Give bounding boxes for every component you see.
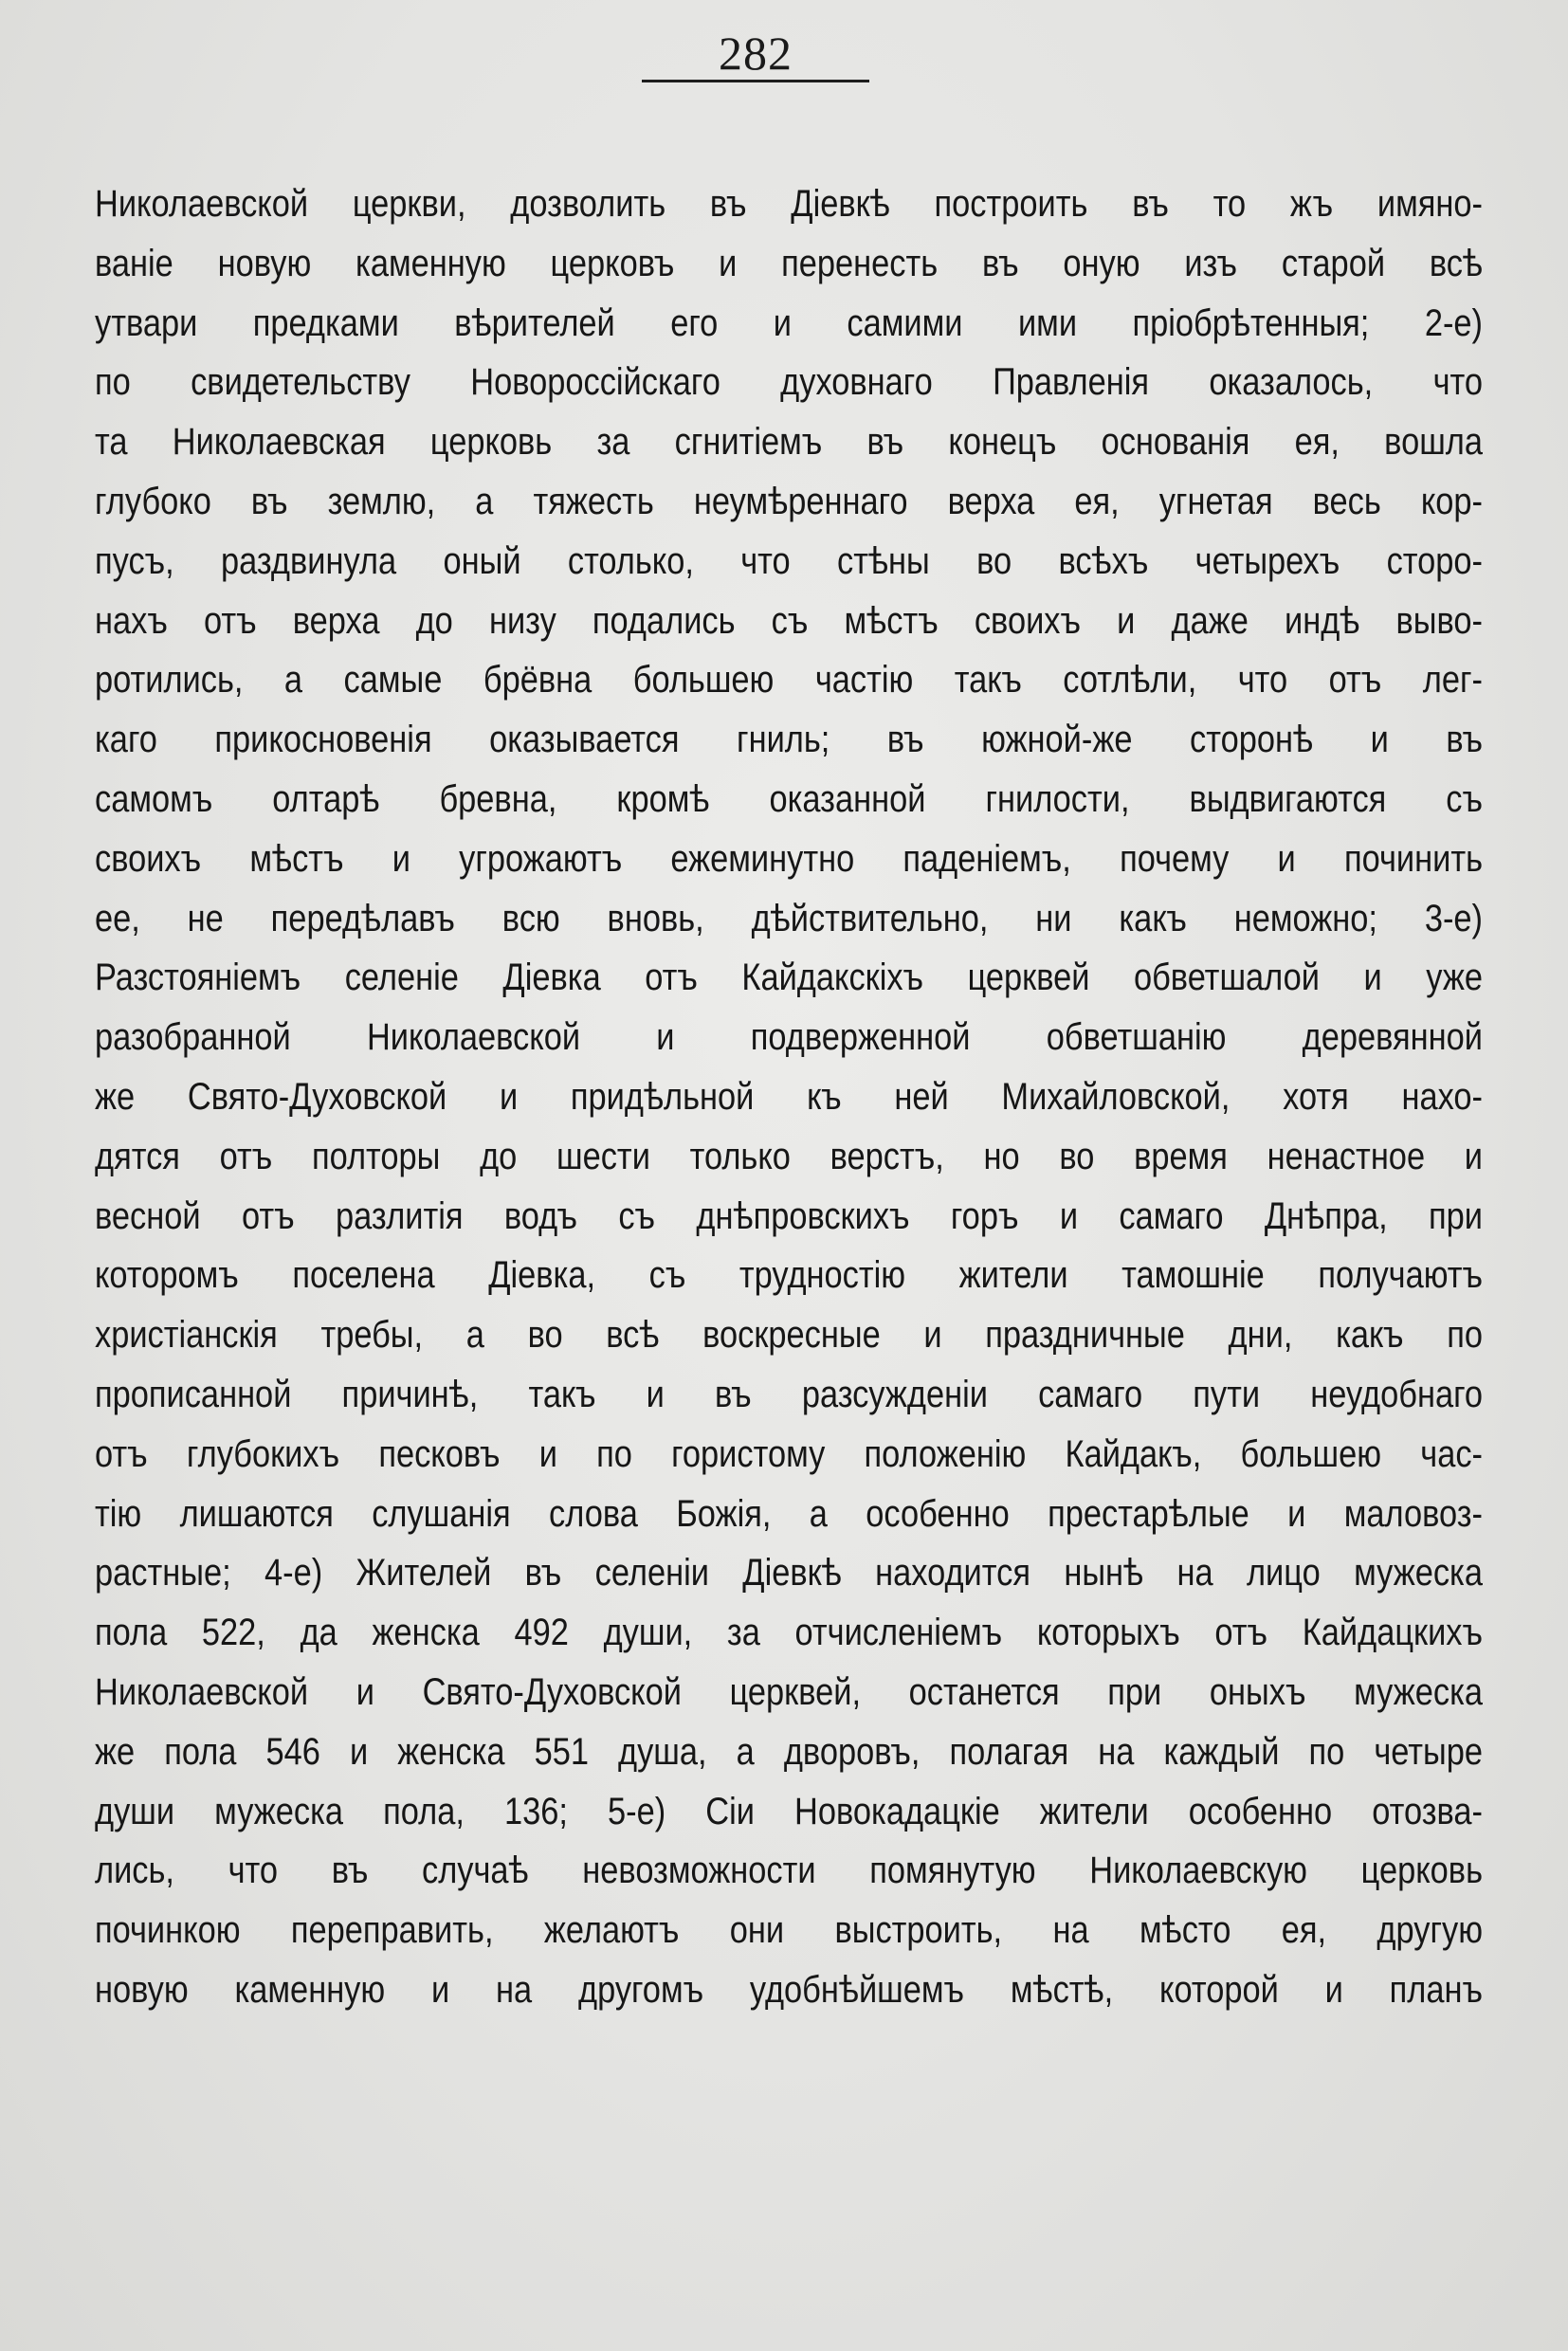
text-line: своихъ мѣстъ и угрожаютъ ежеминутно паденіемъ, почему и починить xyxy=(95,837,1484,880)
text-line: прописанной причинѣ, такъ и въ разсужденіи самаго пути неудобнаго xyxy=(95,1373,1484,1415)
text-line: весной отъ разлитія водъ съ днѣпровскихъ горъ и самаго Днѣпра, при xyxy=(95,1194,1484,1237)
text-line: Николаевской и Свято-Духовской церквей, останется при оныхъ мужеска xyxy=(95,1670,1484,1713)
body-text xyxy=(95,174,1483,2020)
text-line: отъ глубокихъ песковъ и по гористому положенію Кайдакъ, большею час- xyxy=(95,1432,1484,1475)
text-line: тію лишаются слушанія слова Божія, а особенно престарѣлые и маловоз- xyxy=(95,1492,1484,1535)
text-line: которомъ поселена Діевка, съ трудностію жители тамошніе получаютъ xyxy=(95,1254,1484,1297)
text-line: нахъ отъ верха до низу подались съ мѣстъ своихъ и даже индѣ выво- xyxy=(95,599,1484,642)
text-line: ваніе новую каменную церковъ и перенесть въ оную изъ старой всѣ xyxy=(95,242,1484,284)
page-number-rule xyxy=(642,80,869,82)
text-line: ее, не передѣлавъ всю вновь, дѣйствительно, ни какъ неможно; 3-е) xyxy=(95,897,1484,939)
text-line: лись, что въ случаѣ невозможности помянутую Николаевскую церковь xyxy=(95,1850,1484,1892)
text-line: же Свято-Духовской и придѣльной къ ней Михайловской, хотя нахо- xyxy=(95,1075,1484,1118)
text-line: души мужеска пола, 136; 5-е) Сіи Новокадацкіе жители особенно отозва- xyxy=(95,1790,1484,1832)
text-line: христіанскія требы, а во всѣ воскресные и праздничные дни, какъ по xyxy=(95,1314,1484,1357)
text-line: же пола 546 и женска 551 душа, а дворовъ, полагая на каждый по четыре xyxy=(95,1730,1484,1773)
text-line: разобранной Николаевской и подверженной обветшанію деревянной xyxy=(95,1016,1484,1059)
text-line: каго прикосновенія оказывается гниль; въ южной-же сторонѣ и въ xyxy=(95,719,1484,761)
text-line: Разстояніемъ селеніе Діевка отъ Кайдакскіхъ церквей обветшалой и уже xyxy=(95,957,1484,999)
text-line: Николаевской церкви, дозволить въ Діевкѣ построить въ то жъ имяно- xyxy=(95,183,1484,225)
text-line: растные; 4-е) Жителей въ селеніи Діевкѣ находится нынѣ на лицо мужеска xyxy=(95,1552,1484,1595)
text-line: пусъ, раздвинула оный столько, что стѣны во всѣхъ четырехъ сторо- xyxy=(95,539,1484,582)
text-line: та Николаевская церковь за сгнитіемъ въ конецъ основанія ея, вошла xyxy=(95,421,1484,464)
text-line: починкою переправить, желаютъ они выстроить, на мѣсто ея, другую xyxy=(95,1909,1484,1952)
page-number: 282 xyxy=(719,27,793,80)
text-line: глубоко въ землю, а тяжесть неумѣреннаго верха ея, угнетая весь кор- xyxy=(95,480,1484,522)
text-line: дятся отъ полторы до шести только верстъ, но во время ненастное и xyxy=(95,1135,1484,1177)
text-line: утвари предками вѣрителей его и самими ими пріобрѣтенныя; 2-е) xyxy=(95,301,1484,344)
text-line: новую каменную и на другомъ удобнѣйшемъ мѣстѣ, которой и планъ xyxy=(95,1968,1484,2011)
text-line: по свидетельству Новороссійскаго духовнаго Правленія оказалось, что xyxy=(95,361,1484,404)
text-line: пола 522, да женска 492 души, за отчисленіемъ которыхъ отъ Кайдацкихъ xyxy=(95,1612,1484,1654)
text-line: ротились, а самые брёвна большею частію такъ сотлѣли, что отъ лег- xyxy=(95,659,1484,702)
text-line: самомъ олтарѣ бревна, кромѣ оказанной гнилости, выдвигаются съ xyxy=(95,777,1484,820)
